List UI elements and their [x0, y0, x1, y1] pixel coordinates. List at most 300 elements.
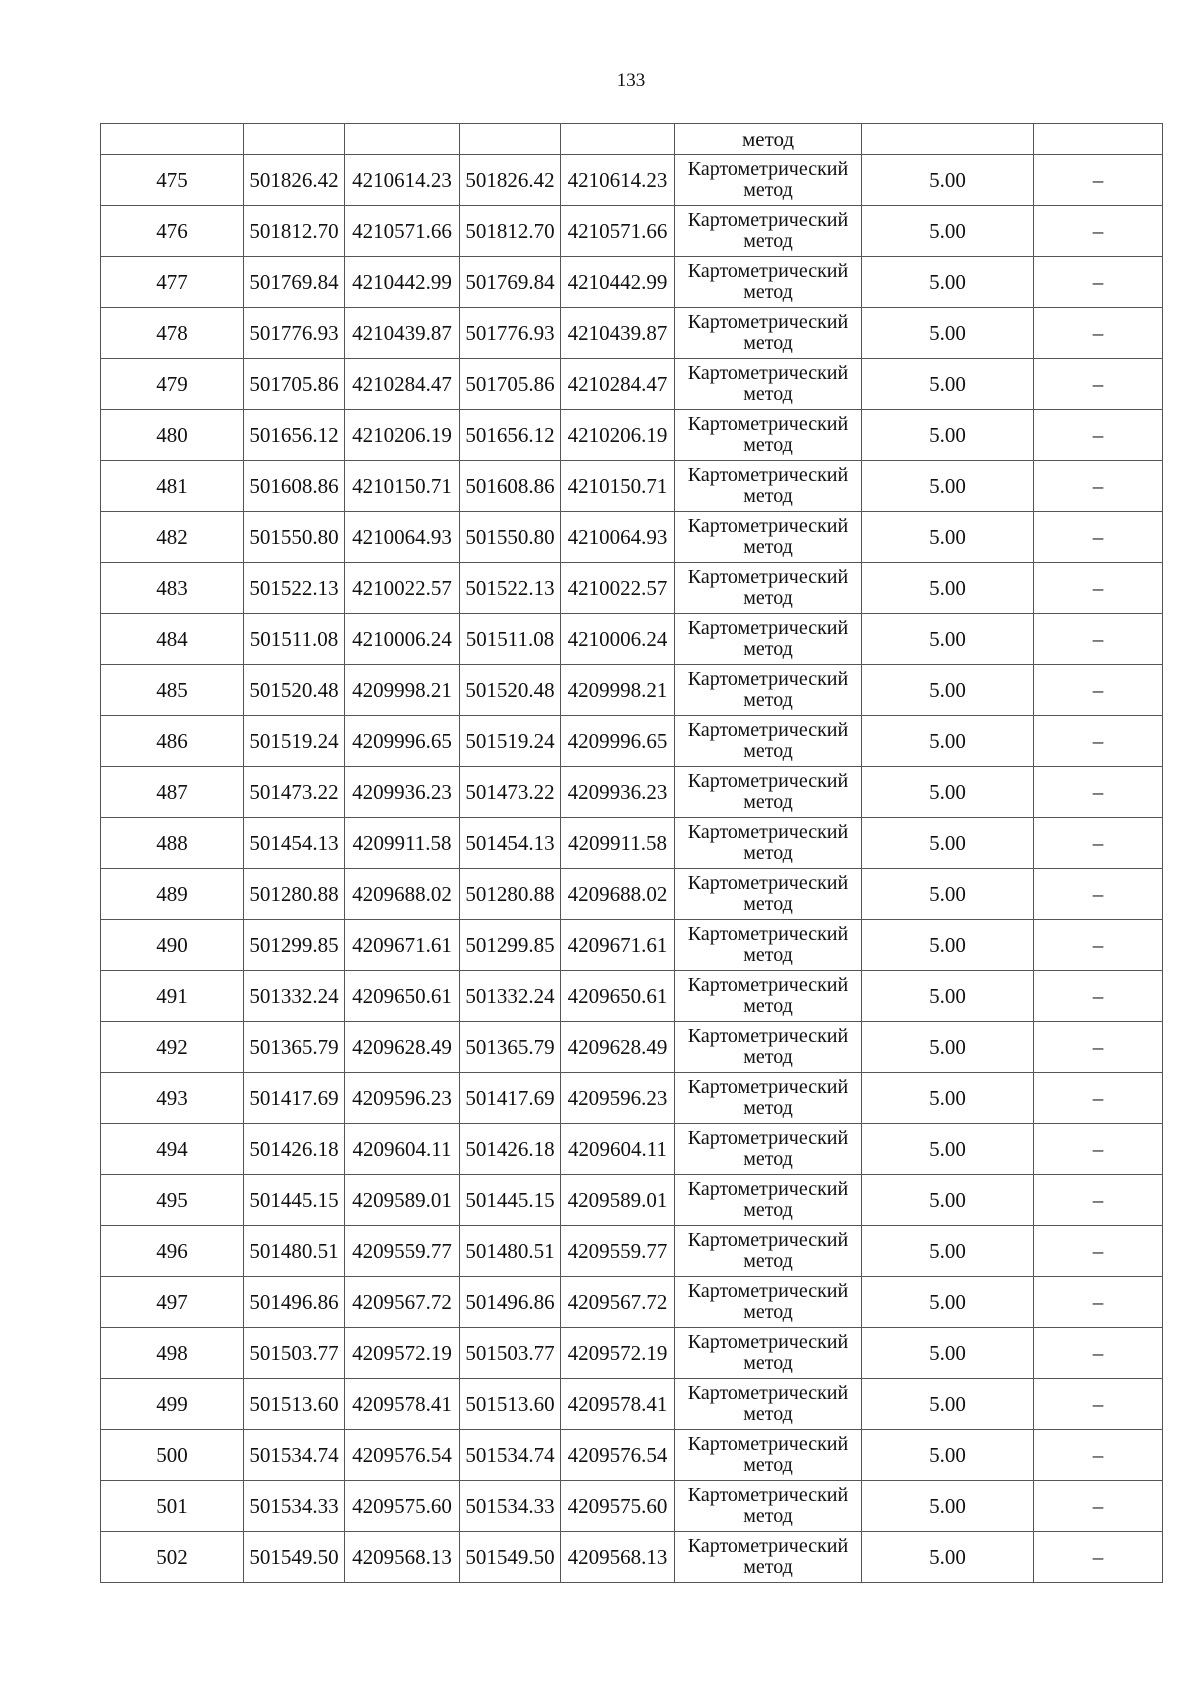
- cell-accuracy: 5.00: [862, 206, 1034, 257]
- method-line1: Картометрический: [687, 617, 849, 639]
- cell-x1: 501280.88: [244, 869, 345, 920]
- method-line2: метод: [743, 1097, 793, 1119]
- table-row: [101, 1277, 1163, 1328]
- cell-x1: 501705.86: [244, 359, 345, 410]
- cell-x2: 501549.50: [460, 1532, 561, 1583]
- cell-accuracy: 5.00: [862, 716, 1034, 767]
- cell-y1: 4210284.47: [345, 359, 460, 410]
- cell-accuracy: 5.00: [862, 308, 1034, 359]
- cell-y1: 4209575.60: [345, 1481, 460, 1532]
- cell-num: 482: [101, 512, 244, 563]
- cell-accuracy: 5.00: [862, 869, 1034, 920]
- cell-method: [675, 1532, 862, 1583]
- cell-y2: 4209671.61: [561, 920, 675, 971]
- cell-method: метод: [675, 124, 862, 155]
- cell-y1: 4209572.19: [345, 1328, 460, 1379]
- cell-accuracy: 5.00: [862, 614, 1034, 665]
- cell-y1: 4210006.24: [345, 614, 460, 665]
- cell-y1: 4210150.71: [345, 461, 460, 512]
- method-line1: Картометрический: [687, 821, 849, 843]
- cell-x1: 501417.69: [244, 1073, 345, 1124]
- table-row: [101, 359, 1163, 410]
- cell-x1: 501473.22: [244, 767, 345, 818]
- cell-y2: 4209575.60: [561, 1481, 675, 1532]
- cell-method: [675, 1379, 862, 1430]
- cell-y2: 4209568.13: [561, 1532, 675, 1583]
- method-line2: метод: [743, 434, 793, 456]
- cell-note: –: [1034, 614, 1163, 665]
- cell-note: –: [1034, 1379, 1163, 1430]
- cell-method: [675, 614, 862, 665]
- cell-accuracy: [862, 124, 1034, 155]
- cell-num: 477: [101, 257, 244, 308]
- table-body: [101, 124, 1163, 1583]
- cell-method: [675, 716, 862, 767]
- cell-num: 500: [101, 1430, 244, 1481]
- method-line1: Картометрический: [687, 1280, 849, 1302]
- method-line2: метод: [743, 587, 793, 609]
- cell-method: [675, 206, 862, 257]
- cell-x1: 501769.84: [244, 257, 345, 308]
- cell-note: –: [1034, 1481, 1163, 1532]
- cell-method: [675, 359, 862, 410]
- method-line2: метод: [743, 1556, 793, 1578]
- cell-x1: 501299.85: [244, 920, 345, 971]
- cell-note: –: [1034, 1226, 1163, 1277]
- cell-num: 499: [101, 1379, 244, 1430]
- cell-x2: 501299.85: [460, 920, 561, 971]
- cell-x2: [460, 124, 561, 155]
- cell-num: 492: [101, 1022, 244, 1073]
- cell-y2: 4209559.77: [561, 1226, 675, 1277]
- method-line2: метод: [743, 281, 793, 303]
- cell-y2: 4209576.54: [561, 1430, 675, 1481]
- table-row: [101, 614, 1163, 665]
- table-row: [101, 1124, 1163, 1175]
- method-line2: метод: [743, 179, 793, 201]
- table-row: [101, 155, 1163, 206]
- table-row: [101, 1379, 1163, 1430]
- cell-y2: 4209572.19: [561, 1328, 675, 1379]
- method-line2: метод: [743, 1250, 793, 1272]
- cell-accuracy: 5.00: [862, 1073, 1034, 1124]
- cell-note: –: [1034, 1124, 1163, 1175]
- table-row: [101, 1532, 1163, 1583]
- cell-method: [675, 1430, 862, 1481]
- cell-y1: [345, 124, 460, 155]
- cell-y2: 4209589.01: [561, 1175, 675, 1226]
- page-number: 133: [616, 70, 646, 91]
- cell-accuracy: 5.00: [862, 1124, 1034, 1175]
- cell-y1: 4209604.11: [345, 1124, 460, 1175]
- cell-y1: 4210614.23: [345, 155, 460, 206]
- cell-y2: 4209578.41: [561, 1379, 675, 1430]
- cell-y1: 4209628.49: [345, 1022, 460, 1073]
- method-line2: метод: [743, 638, 793, 660]
- method-line2: метод: [743, 1046, 793, 1068]
- cell-method: [675, 410, 862, 461]
- cell-x2: 501519.24: [460, 716, 561, 767]
- cell-accuracy: 5.00: [862, 665, 1034, 716]
- method-line2: метод: [743, 1352, 793, 1374]
- cell-note: –: [1034, 359, 1163, 410]
- cell-x1: [244, 124, 345, 155]
- cell-x2: 501332.24: [460, 971, 561, 1022]
- cell-method: [675, 461, 862, 512]
- cell-num: 502: [101, 1532, 244, 1583]
- cell-accuracy: 5.00: [862, 971, 1034, 1022]
- method-line2: метод: [743, 536, 793, 558]
- table-row: [101, 665, 1163, 716]
- table-row-continued: [101, 124, 1163, 155]
- cell-y2: 4210006.24: [561, 614, 675, 665]
- cell-y2: 4209998.21: [561, 665, 675, 716]
- cell-accuracy: 5.00: [862, 920, 1034, 971]
- cell-x2: 501705.86: [460, 359, 561, 410]
- cell-num: 476: [101, 206, 244, 257]
- cell-method: [675, 1277, 862, 1328]
- cell-note: –: [1034, 1277, 1163, 1328]
- cell-note: –: [1034, 869, 1163, 920]
- cell-method: [675, 1073, 862, 1124]
- table-row: [101, 1430, 1163, 1481]
- cell-y1: 4209996.65: [345, 716, 460, 767]
- table-row: [101, 461, 1163, 512]
- method-line1: Картометрический: [687, 464, 849, 486]
- cell-method: [675, 257, 862, 308]
- cell-y2: 4210442.99: [561, 257, 675, 308]
- cell-x1: 501480.51: [244, 1226, 345, 1277]
- method-line2: метод: [743, 842, 793, 864]
- cell-y1: 4209568.13: [345, 1532, 460, 1583]
- cell-accuracy: 5.00: [862, 461, 1034, 512]
- table-row: [101, 563, 1163, 614]
- cell-num: 484: [101, 614, 244, 665]
- method-line1: Картометрический: [687, 413, 849, 435]
- cell-method: [675, 155, 862, 206]
- cell-y2: 4210284.47: [561, 359, 675, 410]
- cell-num: 496: [101, 1226, 244, 1277]
- cell-note: –: [1034, 920, 1163, 971]
- method-line1: Картометрический: [687, 1331, 849, 1353]
- method-line2: метод: [743, 1454, 793, 1476]
- cell-x2: 501608.86: [460, 461, 561, 512]
- cell-note: –: [1034, 563, 1163, 614]
- cell-accuracy: 5.00: [862, 257, 1034, 308]
- cell-x2: 501522.13: [460, 563, 561, 614]
- table-row: [101, 1073, 1163, 1124]
- cell-note: –: [1034, 461, 1163, 512]
- table-row: [101, 410, 1163, 461]
- table-row: [101, 1175, 1163, 1226]
- cell-x1: 501550.80: [244, 512, 345, 563]
- cell-x2: 501445.15: [460, 1175, 561, 1226]
- cell-y2: 4209911.58: [561, 818, 675, 869]
- method-line1: Картометрический: [687, 770, 849, 792]
- cell-y1: 4210022.57: [345, 563, 460, 614]
- cell-y1: 4210206.19: [345, 410, 460, 461]
- cell-x1: 501549.50: [244, 1532, 345, 1583]
- method-line1: Картометрический: [687, 923, 849, 945]
- method-line2: метод: [743, 1505, 793, 1527]
- cell-note: –: [1034, 1022, 1163, 1073]
- cell-y2: [561, 124, 675, 155]
- cell-accuracy: 5.00: [862, 1022, 1034, 1073]
- cell-method: [675, 512, 862, 563]
- cell-x2: 501473.22: [460, 767, 561, 818]
- cell-method: [675, 1022, 862, 1073]
- cell-num: 493: [101, 1073, 244, 1124]
- cell-y1: 4210442.99: [345, 257, 460, 308]
- method-line2: метод: [743, 944, 793, 966]
- cell-note: –: [1034, 1175, 1163, 1226]
- cell-num: 478: [101, 308, 244, 359]
- cell-x1: 501519.24: [244, 716, 345, 767]
- cell-method: [675, 1124, 862, 1175]
- method-line2: метод: [743, 1148, 793, 1170]
- cell-x1: 501496.86: [244, 1277, 345, 1328]
- coordinates-table: [100, 123, 1163, 1583]
- cell-y2: 4209604.11: [561, 1124, 675, 1175]
- table-row: [101, 308, 1163, 359]
- cell-y2: 4210571.66: [561, 206, 675, 257]
- cell-y2: 4210439.87: [561, 308, 675, 359]
- cell-x1: 501365.79: [244, 1022, 345, 1073]
- table-row: [101, 206, 1163, 257]
- cell-x2: 501534.74: [460, 1430, 561, 1481]
- cell-accuracy: 5.00: [862, 1226, 1034, 1277]
- cell-x1: 501513.60: [244, 1379, 345, 1430]
- method-line1: Картометрический: [687, 1382, 849, 1404]
- cell-y1: 4209576.54: [345, 1430, 460, 1481]
- cell-x2: 501417.69: [460, 1073, 561, 1124]
- cell-num: 483: [101, 563, 244, 614]
- cell-method: [675, 308, 862, 359]
- table-row: [101, 920, 1163, 971]
- method-line1: Картометрический: [687, 1127, 849, 1149]
- cell-method: [675, 818, 862, 869]
- cell-x2: 501496.86: [460, 1277, 561, 1328]
- cell-note: –: [1034, 257, 1163, 308]
- cell-y2: 4209650.61: [561, 971, 675, 1022]
- cell-x2: 501520.48: [460, 665, 561, 716]
- cell-accuracy: 5.00: [862, 410, 1034, 461]
- cell-x1: 501454.13: [244, 818, 345, 869]
- cell-note: –: [1034, 665, 1163, 716]
- cell-y1: 4209567.72: [345, 1277, 460, 1328]
- cell-x2: 501776.93: [460, 308, 561, 359]
- method-line2: метод: [743, 1199, 793, 1221]
- cell-method: [675, 1328, 862, 1379]
- cell-num: 480: [101, 410, 244, 461]
- cell-y1: 4209998.21: [345, 665, 460, 716]
- cell-note: –: [1034, 206, 1163, 257]
- method-line2: метод: [743, 893, 793, 915]
- cell-num: 479: [101, 359, 244, 410]
- cell-y1: 4209911.58: [345, 818, 460, 869]
- cell-num: 494: [101, 1124, 244, 1175]
- cell-num: 491: [101, 971, 244, 1022]
- cell-num: [101, 124, 244, 155]
- cell-x2: 501513.60: [460, 1379, 561, 1430]
- cell-x1: 501445.15: [244, 1175, 345, 1226]
- cell-note: –: [1034, 818, 1163, 869]
- method-line1: Картометрический: [687, 668, 849, 690]
- cell-num: 486: [101, 716, 244, 767]
- cell-note: –: [1034, 1430, 1163, 1481]
- cell-note: –: [1034, 308, 1163, 359]
- cell-accuracy: 5.00: [862, 1175, 1034, 1226]
- cell-num: 497: [101, 1277, 244, 1328]
- method-line2: метод: [743, 230, 793, 252]
- method-line2: метод: [743, 740, 793, 762]
- method-line2: метод: [743, 791, 793, 813]
- cell-x1: 501503.77: [244, 1328, 345, 1379]
- cell-accuracy: 5.00: [862, 767, 1034, 818]
- cell-x2: 501503.77: [460, 1328, 561, 1379]
- cell-num: 475: [101, 155, 244, 206]
- cell-x1: 501608.86: [244, 461, 345, 512]
- cell-num: 490: [101, 920, 244, 971]
- method-line1: Картометрический: [687, 1178, 849, 1200]
- cell-num: 501: [101, 1481, 244, 1532]
- cell-y1: 4209671.61: [345, 920, 460, 971]
- cell-method: [675, 665, 862, 716]
- cell-x2: 501480.51: [460, 1226, 561, 1277]
- cell-method: [675, 1175, 862, 1226]
- cell-x1: 501656.12: [244, 410, 345, 461]
- cell-x2: 501769.84: [460, 257, 561, 308]
- method-line2: метод: [743, 689, 793, 711]
- cell-y2: 4209996.65: [561, 716, 675, 767]
- cell-x1: 501826.42: [244, 155, 345, 206]
- table-row: [101, 716, 1163, 767]
- cell-method: [675, 971, 862, 1022]
- cell-y2: 4209628.49: [561, 1022, 675, 1073]
- cell-x2: 501280.88: [460, 869, 561, 920]
- cell-accuracy: 5.00: [862, 1379, 1034, 1430]
- cell-x2: 501534.33: [460, 1481, 561, 1532]
- cell-accuracy: 5.00: [862, 512, 1034, 563]
- cell-x1: 501332.24: [244, 971, 345, 1022]
- cell-y1: 4210064.93: [345, 512, 460, 563]
- cell-y1: 4210439.87: [345, 308, 460, 359]
- cell-x2: 501812.70: [460, 206, 561, 257]
- cell-y2: 4209936.23: [561, 767, 675, 818]
- cell-method: [675, 563, 862, 614]
- table-row: [101, 971, 1163, 1022]
- method-line2: метод: [743, 485, 793, 507]
- cell-note: –: [1034, 1328, 1163, 1379]
- table-row: [101, 767, 1163, 818]
- table-row: [101, 818, 1163, 869]
- cell-num: 489: [101, 869, 244, 920]
- cell-num: 498: [101, 1328, 244, 1379]
- cell-x1: 501522.13: [244, 563, 345, 614]
- cell-num: 485: [101, 665, 244, 716]
- method-line1: Картометрический: [687, 1229, 849, 1251]
- cell-num: 481: [101, 461, 244, 512]
- method-line1: Картометрический: [687, 974, 849, 996]
- method-line2: метод: [743, 1403, 793, 1425]
- cell-method: [675, 869, 862, 920]
- method-line1: Картометрический: [687, 362, 849, 384]
- method-line1: Картометрический: [687, 1025, 849, 1047]
- cell-note: –: [1034, 767, 1163, 818]
- cell-x2: 501826.42: [460, 155, 561, 206]
- method-line2: метод: [743, 383, 793, 405]
- cell-note: –: [1034, 410, 1163, 461]
- method-line1: Картометрический: [687, 872, 849, 894]
- cell-x1: 501534.33: [244, 1481, 345, 1532]
- method-line2: метод: [743, 332, 793, 354]
- cell-accuracy: 5.00: [862, 1532, 1034, 1583]
- cell-num: 487: [101, 767, 244, 818]
- cell-accuracy: 5.00: [862, 1277, 1034, 1328]
- cell-y2: 4209567.72: [561, 1277, 675, 1328]
- cell-y2: 4209688.02: [561, 869, 675, 920]
- method-line1: Картометрический: [687, 158, 849, 180]
- cell-y2: 4209596.23: [561, 1073, 675, 1124]
- cell-accuracy: 5.00: [862, 1430, 1034, 1481]
- cell-num: 488: [101, 818, 244, 869]
- cell-y1: 4209688.02: [345, 869, 460, 920]
- cell-method: [675, 1226, 862, 1277]
- cell-y1: 4209650.61: [345, 971, 460, 1022]
- cell-x2: 501511.08: [460, 614, 561, 665]
- cell-note: –: [1034, 1532, 1163, 1583]
- cell-y1: 4209589.01: [345, 1175, 460, 1226]
- cell-y1: 4209596.23: [345, 1073, 460, 1124]
- method-line2: метод: [743, 1301, 793, 1323]
- table-row: [101, 1328, 1163, 1379]
- method-line1: Картометрический: [687, 1484, 849, 1506]
- cell-y2: 4210150.71: [561, 461, 675, 512]
- cell-accuracy: 5.00: [862, 155, 1034, 206]
- cell-note: –: [1034, 971, 1163, 1022]
- table-row: [101, 1022, 1163, 1073]
- cell-x1: 501776.93: [244, 308, 345, 359]
- cell-y2: 4210206.19: [561, 410, 675, 461]
- cell-x2: 501550.80: [460, 512, 561, 563]
- table-row: [101, 1481, 1163, 1532]
- cell-num: 495: [101, 1175, 244, 1226]
- cell-y1: 4210571.66: [345, 206, 460, 257]
- cell-accuracy: 5.00: [862, 563, 1034, 614]
- cell-accuracy: 5.00: [862, 359, 1034, 410]
- cell-y1: 4209559.77: [345, 1226, 460, 1277]
- cell-method: [675, 1481, 862, 1532]
- cell-accuracy: 5.00: [862, 818, 1034, 869]
- method-line1: Картометрический: [687, 1433, 849, 1455]
- cell-x1: 501426.18: [244, 1124, 345, 1175]
- cell-method: [675, 920, 862, 971]
- table-row: [101, 512, 1163, 563]
- method-line1: Картометрический: [687, 719, 849, 741]
- cell-x2: 501365.79: [460, 1022, 561, 1073]
- cell-note: –: [1034, 512, 1163, 563]
- method-line1: Картометрический: [687, 1535, 849, 1557]
- cell-note: –: [1034, 155, 1163, 206]
- cell-x1: 501511.08: [244, 614, 345, 665]
- method-line1: Картометрический: [687, 260, 849, 282]
- method-line1: Картометрический: [687, 566, 849, 588]
- cell-x2: 501426.18: [460, 1124, 561, 1175]
- cell-x1: 501534.74: [244, 1430, 345, 1481]
- table-row: [101, 257, 1163, 308]
- cell-x2: 501454.13: [460, 818, 561, 869]
- cell-note: –: [1034, 1073, 1163, 1124]
